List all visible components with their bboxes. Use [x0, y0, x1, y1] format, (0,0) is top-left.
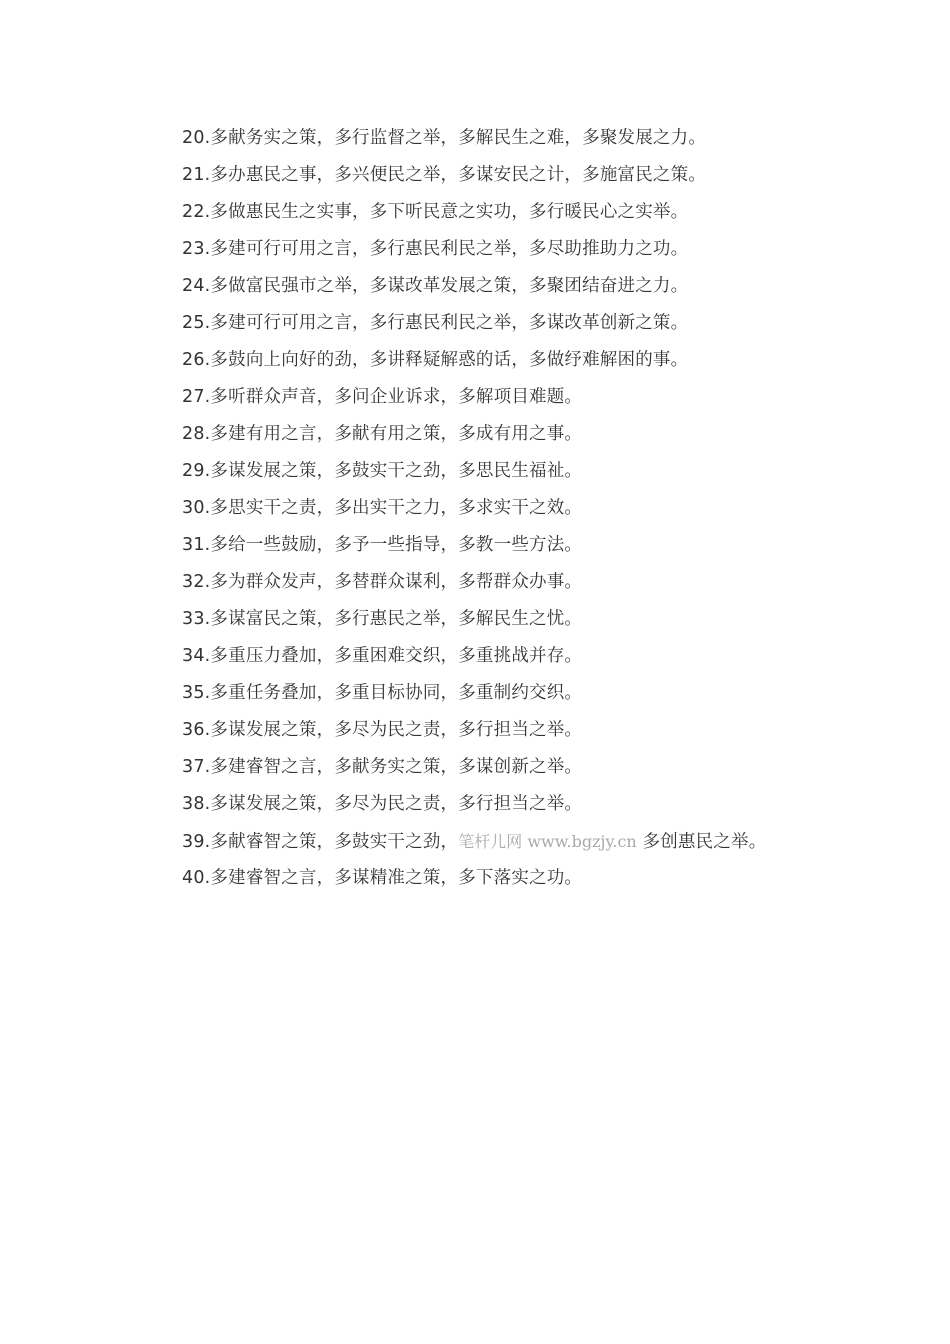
list-item: 33.多谋富民之策，多行惠民之举，多解民生之忧。 [182, 609, 583, 629]
list-item: 34.多重压力叠加，多重困难交织，多重挑战并存。 [182, 646, 583, 666]
list-item: 23.多建可行可用之言，多行惠民利民之举，多尽助推助力之功。 [182, 239, 689, 259]
list-item: 29.多谋发展之策，多鼓实干之劲，多思民生福祉。 [182, 461, 583, 481]
line-39-text-end: 多创惠民之举。 [636, 832, 767, 852]
list-item: 32.多为群众发声，多替群众谋利，多帮群众办事。 [182, 572, 583, 592]
list-item: 20.多献务实之策，多行监督之举，多解民生之难，多聚发展之力。 [182, 128, 707, 148]
list-item: 37.多建睿智之言，多献务实之策，多谋创新之举。 [182, 757, 583, 777]
list-item: 22.多做惠民生之实事，多下听民意之实功，多行暖民心之实举。 [182, 202, 689, 222]
document-body [182, 120, 922, 897]
list-item: 35.多重任务叠加，多重目标协同，多重制约交织。 [182, 683, 583, 703]
watermark-text: 笔杆儿网 www.bgzjy.cn [458, 832, 637, 851]
list-item: 27.多听群众声音，多问企业诉求，多解项目难题。 [182, 387, 583, 407]
list-item: 25.多建可行可用之言，多行惠民利民之举，多谋改革创新之策。 [182, 313, 689, 333]
list-item: 21.多办惠民之事，多兴便民之举，多谋安民之计，多施富民之策。 [182, 165, 707, 185]
list-item: 28.多建有用之言，多献有用之策，多成有用之事。 [182, 424, 583, 444]
list-item-39 [182, 823, 922, 860]
list-item: 30.多思实干之责，多出实干之力，多求实干之效。 [182, 498, 583, 518]
list-item: 38.多谋发展之策，多尽为民之责，多行担当之举。 [182, 794, 583, 814]
list-item: 24.多做富民强市之举，多谋改革发展之策，多聚团结奋进之力。 [182, 276, 689, 296]
line-39-text-start: 39.多献睿智之策，多鼓实干之劲， [182, 832, 459, 852]
list-item: 26.多鼓向上向好的劲，多讲释疑解惑的话，多做纾难解困的事。 [182, 350, 689, 370]
list-item: 40.多建睿智之言，多谋精准之策，多下落实之功。 [182, 868, 583, 888]
list-item: 36.多谋发展之策，多尽为民之责，多行担当之举。 [182, 720, 583, 740]
list-item: 31.多给一些鼓励，多予一些指导，多教一些方法。 [182, 535, 583, 555]
